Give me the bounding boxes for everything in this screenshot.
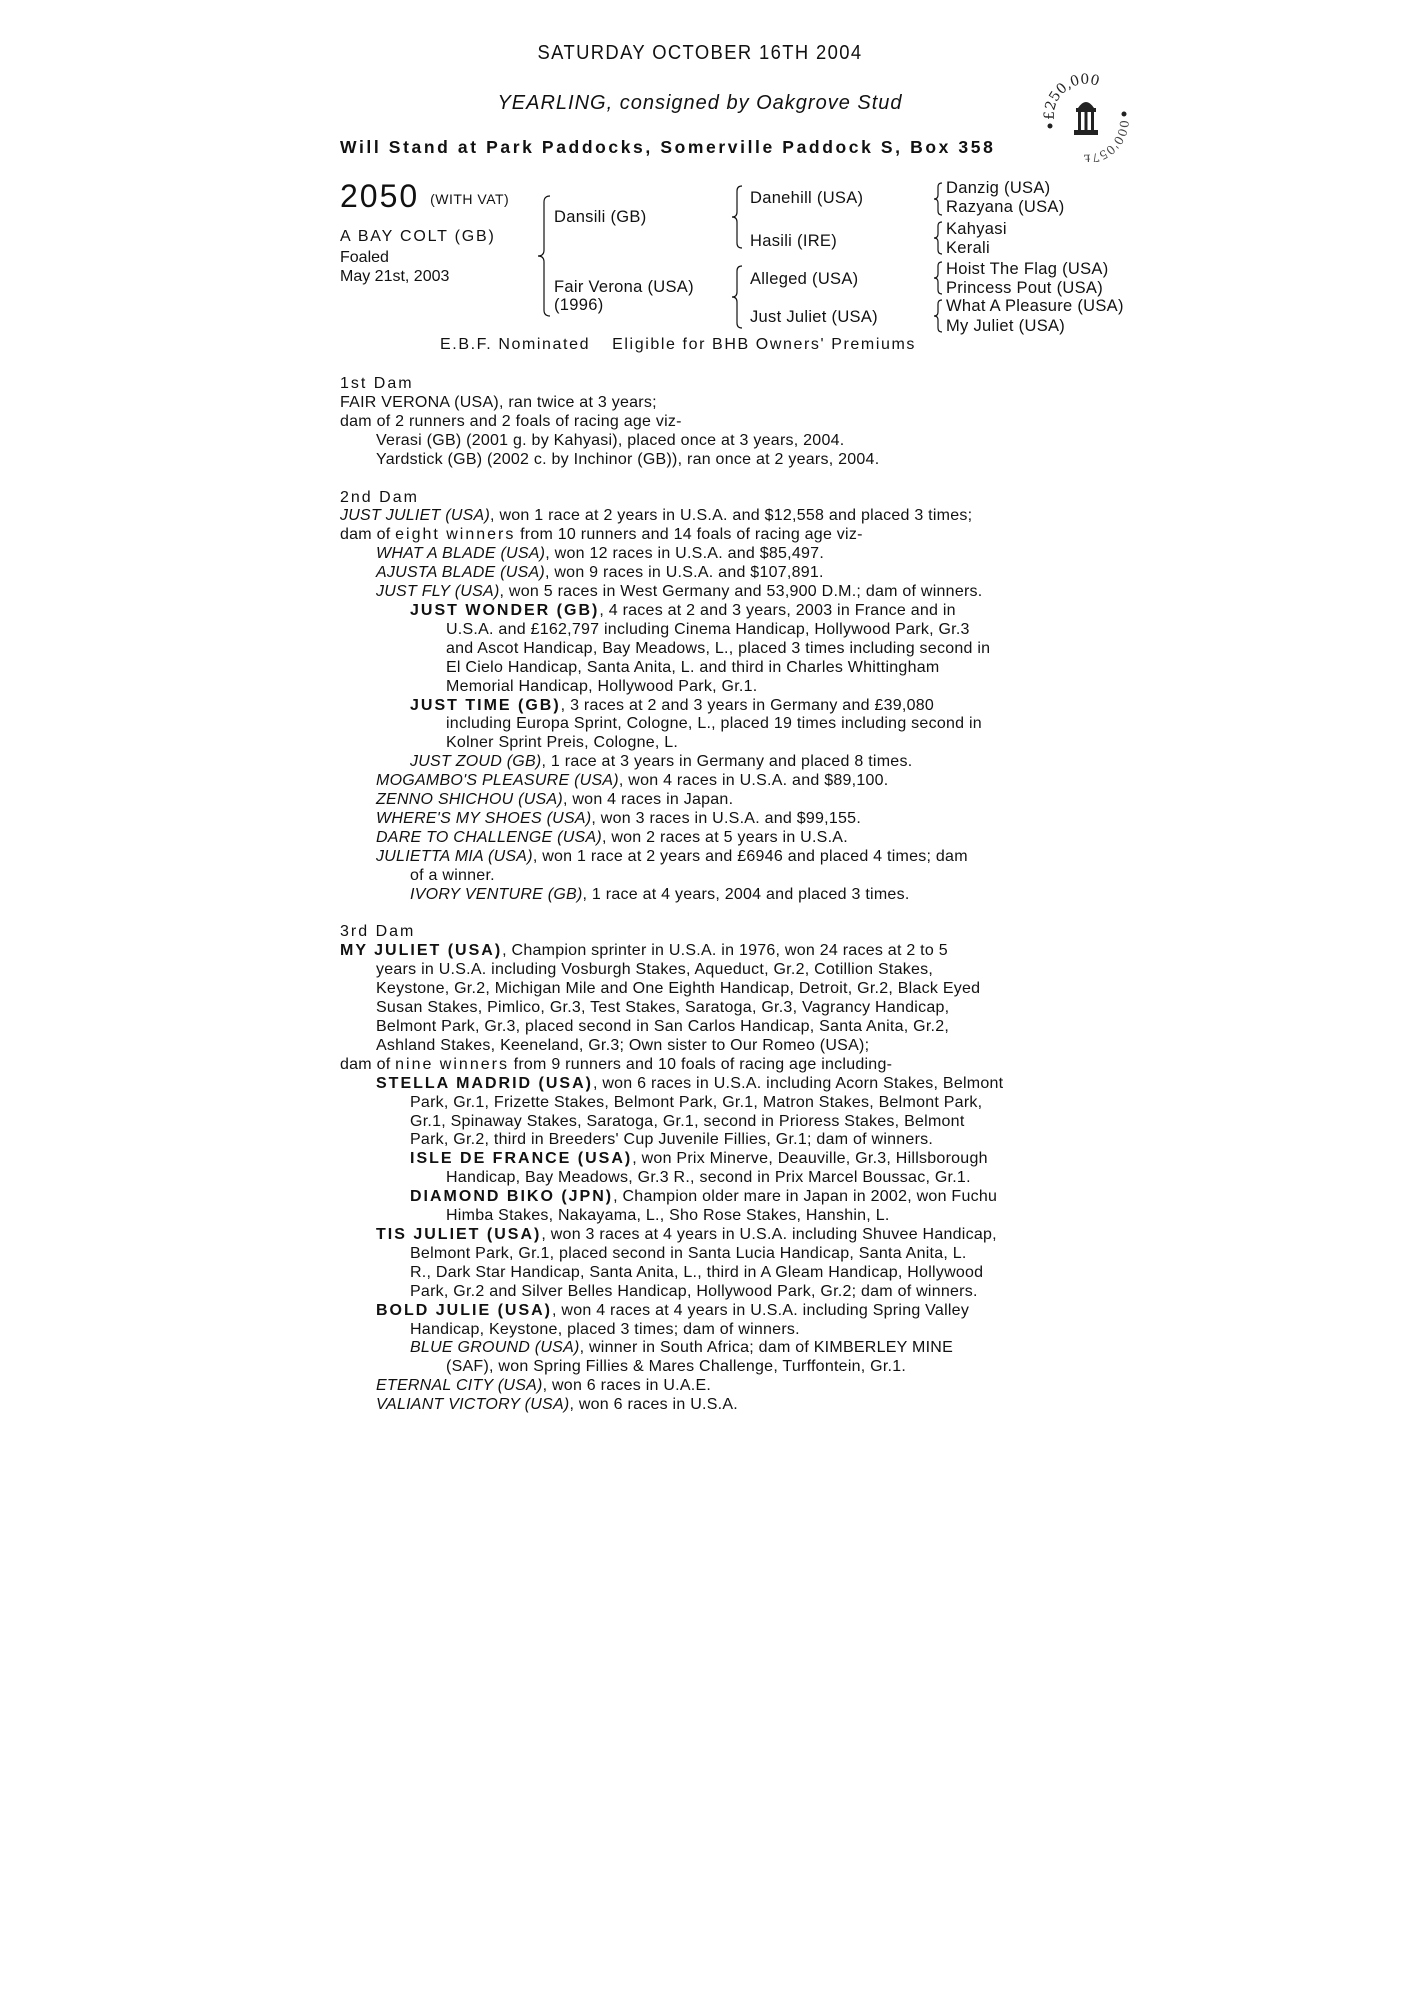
list-item: JULIETTA MIA (USA), won 1 race at 2 years and £6946 and placed 4 times; dam (376, 847, 968, 865)
pedigree-dam-year: (1996) (554, 296, 604, 314)
brace-sire-dam-icon (536, 194, 552, 318)
ebf-nominated: E.B.F. Nominated (440, 336, 591, 353)
svg-text:000'057£ (1083, 120, 1131, 162)
list-item: Belmont Park, Gr.3, placed second in San Carlos Handicap, Santa Anita, Gr.2, (376, 1018, 950, 1035)
list-item: ISLE DE FRANCE (USA), won Prix Minerve, Deauville, Gr.3, Hillsborough (410, 1150, 988, 1168)
horse-description: A BAY COLT (GB) (340, 228, 496, 245)
pedigree-g8: My Juliet (USA) (946, 317, 1066, 335)
brace-dam-parents-icon (730, 264, 744, 330)
list-item: Susan Stakes, Pimlico, Gr.3, Test Stakes, Saratoga, Gr.3, Vagrancy Handicap, (376, 999, 950, 1017)
seal-text-bottom: 000'057£ (1083, 119, 1132, 162)
pedigree-sire-dam: Hasili (IRE) (750, 232, 838, 250)
list-item: MY JULIET (USA), Champion sprinter in U.S.A. in 1976, won 24 races at 2 to 5 (340, 942, 948, 960)
list-item: JUST TIME (GB), 3 races at 2 and 3 years in Germany and £39,080 (410, 696, 935, 714)
vat-note: (WITH VAT) (430, 191, 510, 207)
list-item: BOLD JULIE (USA), won 4 races at 4 years in U.S.A. including Spring Valley (376, 1301, 970, 1319)
foaled-info (340, 248, 449, 286)
first-dam-line: Verasi (GB) (2001 g. by Kahyasi), placed once at 3 years, 2004. (376, 431, 845, 449)
lot-number-value: 2050 (340, 178, 420, 214)
list-item: Handicap, Keystone, placed 3 times; dam of winners. (410, 1320, 800, 1338)
brace-sire-parents-icon (730, 184, 744, 250)
list-item: Park, Gr.2, third in Breeders' Cup Juvenile Fillies, Gr.1; dam of winners. (410, 1131, 934, 1149)
list-item: AJUSTA BLADE (USA), won 9 races in U.S.A. and $107,891. (376, 564, 824, 582)
foaled-label: Foaled (340, 249, 389, 266)
list-item: Himba Stakes, Nakayama, L., Sho Rose Stakes, Hanshin, L. (446, 1207, 890, 1225)
first-dam-line: Yardstick (GB) (2002 c. by Inchinor (GB)), ran once at 2 years, 2004. (376, 450, 880, 468)
list-item: including Europa Sprint, Cologne, L., placed 19 times including second in (446, 715, 982, 733)
consignment-line: YEARLING, consigned by Oakgrove Stud (497, 92, 903, 114)
pedigree-sire-sire: Danehill (USA) (750, 189, 864, 207)
list-item: Memorial Handicap, Hollywood Park, Gr.1. (446, 677, 758, 695)
pedigree-dam: Fair Verona (USA) (554, 278, 694, 296)
list-item: U.S.A. and £162,797 including Cinema Handicap, Hollywood Park, Gr.3 (446, 620, 970, 638)
list-item: El Cielo Handicap, Santa Anita, L. and third in Charles Whittingham (446, 658, 940, 676)
list-item: Kolner Sprint Preis, Cologne, L. (446, 734, 679, 752)
list-item: Park, Gr.2 and Silver Belles Handicap, Hollywood Park, Gr.2; dam of winners. (410, 1282, 978, 1300)
list-item: Park, Gr.1, Frizette Stakes, Belmont Park, Gr.1, Matron Stakes, Belmont Park, (410, 1093, 983, 1111)
list-item: and Ascot Handicap, Bay Meadows, L., placed 3 times including second in (446, 639, 991, 657)
sale-date: SATURDAY OCTOBER 16TH 2004 (537, 42, 863, 64)
pedigree-g2: Razyana (USA) (946, 198, 1065, 216)
pedigree-g5: Hoist The Flag (USA) (946, 260, 1109, 278)
list-item: MOGAMBO'S PLEASURE (USA), won 4 races in U.S.A. and $89,100. (376, 772, 889, 790)
list-item: WHERE'S MY SHOES (USA), won 3 races in U.S.A. and $99,155. (376, 809, 862, 827)
list-item: Belmont Park, Gr.1, placed second in Santa Lucia Handicap, Santa Anita, L. (410, 1244, 967, 1262)
lot-number (340, 178, 509, 215)
list-item: TIS JULIET (USA), won 3 races at 4 years in U.S.A. including Shuvee Handicap, (376, 1225, 997, 1243)
pedigree-g4: Kerali (946, 239, 990, 257)
pedigree-sire: Dansili (GB) (554, 208, 647, 226)
brace-g1-icon (932, 181, 944, 217)
stand-location: Will Stand at Park Paddocks, Somerville Paddock S, Box 358 (340, 137, 996, 157)
pedigree-g6: Princess Pout (USA) (946, 279, 1103, 297)
list-item: JUST JULIET (USA), won 1 race at 2 years in U.S.A. and $12,558 and placed 3 times; (340, 507, 973, 525)
horse-name: JUST JULIET (USA) (340, 507, 491, 525)
pedigree-dam-sire: Alleged (USA) (750, 270, 859, 288)
pedigree-g3: Kahyasi (946, 220, 1007, 238)
pedigree-notes (340, 375, 1100, 1415)
list-item: IVORY VENTURE (GB), 1 race at 4 years, 2004 and placed 3 times. (410, 885, 910, 903)
second-dam-heading: 2nd Dam (340, 488, 419, 506)
list-item: R., Dark Star Handicap, Santa Anita, L., third in A Gleam Handicap, Hollywood (410, 1263, 984, 1281)
list-item: Keystone, Gr.2, Michigan Mile and One Eighth Handicap, Detroit, Gr.2, Black Eyed (376, 980, 981, 998)
pedigree-dam-dam: Just Juliet (USA) (750, 308, 878, 326)
list-item: ETERNAL CITY (USA), won 6 races in U.A.E. (376, 1377, 712, 1395)
brace-g2-icon (932, 220, 944, 256)
list-item: dam of nine winners from 9 runners and 10 foals of racing age including- (340, 1055, 893, 1073)
list-item: VALIANT VICTORY (USA), won 6 races in U.S.A. (376, 1396, 738, 1414)
price-seal-icon (1040, 70, 1132, 162)
list-item: ZENNO SHICHOU (USA), won 4 races in Japan. (376, 791, 734, 809)
first-dam-heading: 1st Dam (340, 375, 414, 392)
brace-g3-icon (932, 260, 944, 296)
list-item: JUST FLY (USA), won 5 races in West Germany and 53,900 D.M.; dam of winners. (376, 583, 983, 601)
list-item: JUST ZOUD (GB), 1 race at 3 years in Germany and placed 8 times. (410, 753, 913, 771)
bhb-eligible: Eligible for BHB Owners' Premiums (612, 336, 917, 353)
list-item: years in U.S.A. including Vosburgh Stakes, Aqueduct, Gr.2, Cotillion Stakes, (376, 961, 934, 979)
list-item: WHAT A BLADE (USA), won 12 races in U.S.A. and $85,497. (376, 545, 825, 563)
list-item: JUST WONDER (GB), 4 races at 2 and 3 years, 2003 in France and in (410, 601, 956, 619)
list-item: STELLA MADRID (USA), won 6 races in U.S.A. including Acorn Stakes, Belmont (376, 1074, 1004, 1092)
first-dam-line: dam of 2 runners and 2 foals of racing age viz- (340, 412, 682, 430)
list-item: Gr.1, Spinaway Stakes, Saratoga, Gr.1, second in Prioress Stakes, Belmont (410, 1112, 965, 1130)
list-item: (SAF), won Spring Fillies & Mares Challenge, Turffontein, Gr.1. (446, 1358, 907, 1376)
brace-g4-icon (932, 298, 944, 334)
list-item: dam of eight winners from 10 runners and 14 foals of racing age viz- (340, 526, 863, 544)
nomination-line (440, 336, 916, 354)
foaled-date: May 21st, 2003 (340, 268, 450, 285)
third-dam-heading: 3rd Dam (340, 923, 416, 941)
list-item: DIAMOND BIKO (JPN), Champion older mare in Japan in 2002, won Fuchu (410, 1188, 998, 1206)
list-item: Ashland Stakes, Keeneland, Gr.3; Own sister to Our Romeo (USA); (376, 1036, 870, 1054)
list-item: BLUE GROUND (USA), winner in South Africa; dam of KIMBERLEY MINE (410, 1339, 953, 1357)
list-item: Handicap, Bay Meadows, Gr.3 R., second in Prix Marcel Boussac, Gr.1. (446, 1169, 971, 1187)
pedigree-g1: Danzig (USA) (946, 179, 1051, 197)
first-dam-line: FAIR VERONA (USA), ran twice at 3 years; (340, 393, 657, 411)
pedigree-g7: What A Pleasure (USA) (946, 297, 1124, 315)
list-item: DARE TO CHALLENGE (USA), won 2 races at 5 years in U.S.A. (376, 828, 848, 846)
list-item: of a winner. (410, 866, 495, 884)
seal-text-top: £250,000 (1041, 71, 1102, 121)
